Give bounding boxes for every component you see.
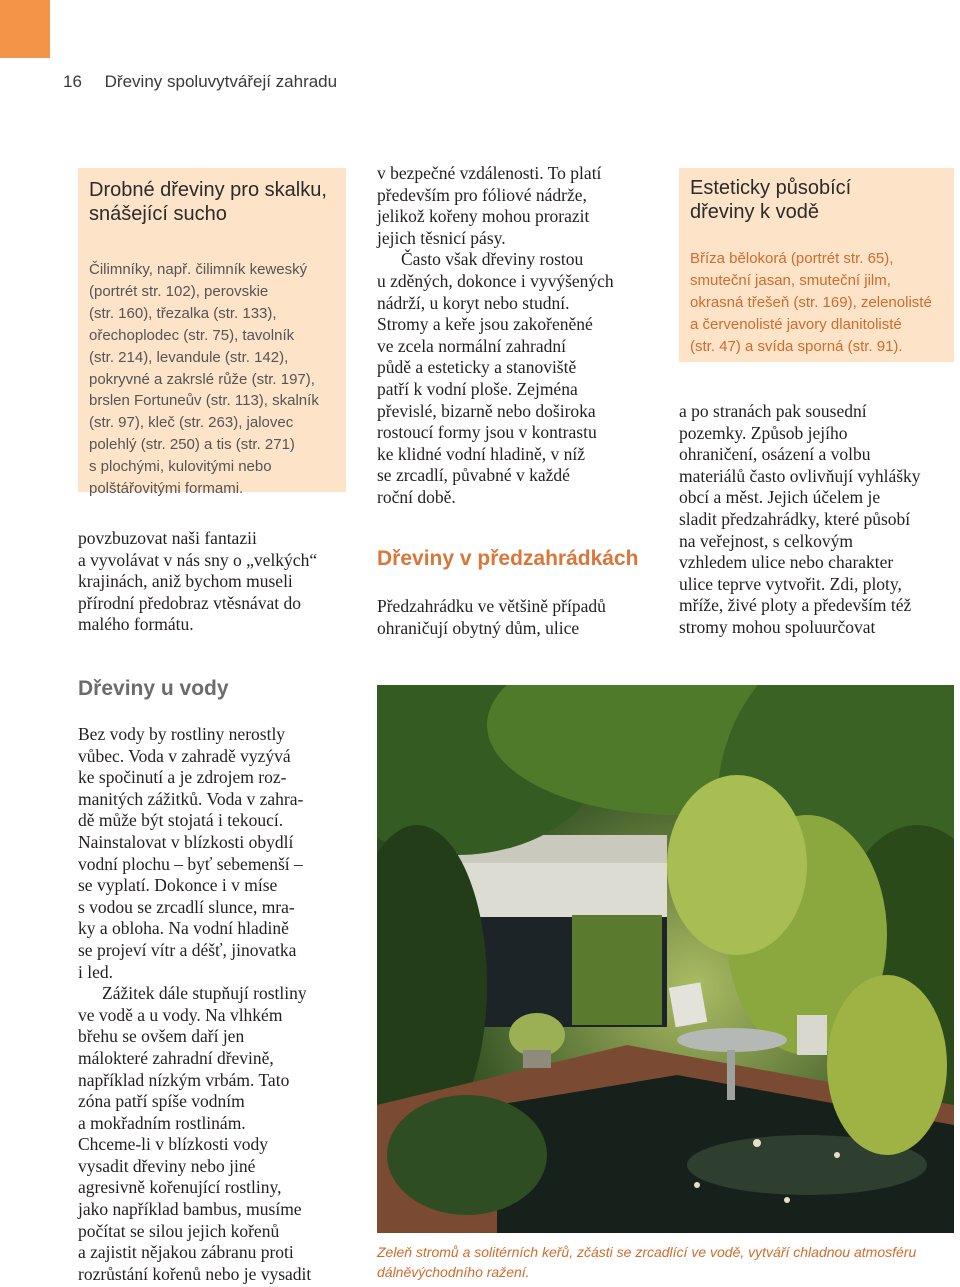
text-line: agresivně kořenující rostliny, xyxy=(78,1177,282,1198)
text-line: materiálů často ovlivňují vyhlášky xyxy=(679,465,921,486)
text-line: málokteré zahradní dřevině, xyxy=(78,1047,274,1068)
sidebar-body xyxy=(89,259,346,500)
text-line: manitých zážitků. Voda v zahra- xyxy=(78,788,304,809)
sidebar-line: brslen Fortuneův (str. 113), skalník xyxy=(89,392,319,410)
sidebar-title xyxy=(690,176,954,224)
text-line: patří k vodní ploše. Zejména xyxy=(377,378,578,399)
sidebar-line: a červenolisté javory dlanitolisté xyxy=(690,315,902,333)
text-line: se projeví vítr a déšť, jinovatka xyxy=(78,939,297,960)
text-line: se vyplatí. Dokonce i v míse xyxy=(78,875,278,896)
text-line: s vodou se zrcadlí slunce, mra- xyxy=(78,896,295,917)
sidebar-rock-garden xyxy=(78,168,346,498)
sidebar-body xyxy=(690,248,954,358)
text-line: Chceme-li v blízkosti vody xyxy=(78,1134,269,1155)
text-line: rozrůstání kořenů nebo je vysadit xyxy=(78,1263,312,1284)
text-line: pozemky. Způsob jejího xyxy=(679,422,848,443)
section-heading-voda: Dřeviny u vody xyxy=(78,677,229,700)
text-line: především pro fóliové nádrže, xyxy=(377,184,587,205)
running-header xyxy=(63,72,337,92)
text-line: jako například bambus, musíme xyxy=(78,1199,302,1220)
voda-paragraph xyxy=(78,724,363,1285)
text-line: malého formátu. xyxy=(78,614,194,635)
text-line: vysadit dřeviny nebo jiné xyxy=(78,1155,256,1176)
sidebar-title-line: snášející sucho xyxy=(89,203,227,225)
sidebar-line: (str. 47) a svída sporná (str. 91). xyxy=(690,337,903,355)
sidebar-title-line: Esteticky působící xyxy=(690,177,852,199)
sidebar-line: (portrét str. 102), perovskie xyxy=(89,282,269,300)
text-line: ohraničují obytný dům, ulice xyxy=(377,617,580,638)
text-line: roční době. xyxy=(377,486,456,507)
text-line: vodní plochu – byť sebemenší – xyxy=(78,853,303,874)
text-line: převislé, bizarně nebo doširoka xyxy=(377,400,596,421)
text-line: a mokřadním rostlinám. xyxy=(78,1112,246,1133)
text-line: ve vodě a u vody. Na vlhkém xyxy=(78,1004,283,1025)
text-line: stromy mohou spoluurčovat xyxy=(679,616,876,637)
text-line: ohraničení, osázení a volbu xyxy=(679,444,871,465)
sidebar-line: smuteční jasan, smuteční jilm, xyxy=(690,271,891,289)
sidebar-line: (str. 214), levandule (str. 142), xyxy=(89,348,289,366)
photo-caption xyxy=(377,1242,954,1282)
text-line: vzhledem ulice nebo charakter xyxy=(679,552,894,573)
text-line: Stromy a keře jsou zakořeněné xyxy=(377,314,593,335)
sidebar-line: s plochými, kulovitými nebo xyxy=(89,458,272,476)
col2-paragraph xyxy=(377,163,667,509)
sidebar-line: pokryvné a zakrslé růže (str. 197), xyxy=(89,370,315,388)
col3-paragraph xyxy=(679,401,959,639)
text-line: rostoucí formy jsou v kontrastu xyxy=(377,422,597,443)
predzahradky-paragraph xyxy=(377,596,606,639)
sidebar-title xyxy=(89,178,346,226)
text-line: u zděných, dokonce i vyvýšených xyxy=(377,270,614,291)
text-line: krajinách, aniž bychom museli xyxy=(78,571,293,592)
page-number: 16 xyxy=(63,72,82,91)
text-line: a vyvolávat v nás sny o „velkých“ xyxy=(78,549,318,570)
sidebar-line: Čilimníky, např. čilimník keweský xyxy=(89,261,308,278)
chapter-title: Dřeviny spoluvytvářejí zahradu xyxy=(104,72,338,91)
text-line: ky a obloha. Na vodní hladině xyxy=(78,918,289,939)
text-line: půdě a esteticky a stanoviště xyxy=(377,357,577,378)
sidebar-water-trees xyxy=(679,168,954,362)
sidebar-line: polštářovitými formami. xyxy=(89,480,244,498)
text-line: zóna patří spíše vodním xyxy=(78,1091,245,1112)
text-line: v bezpečné vzdálenosti. To platí xyxy=(377,163,602,183)
sidebar-line: polehlý (str. 250) a tis (str. 271) xyxy=(89,436,295,454)
text-line: jejich těsnicí pásy. xyxy=(377,227,506,248)
text-line: Často však dřeviny rostou xyxy=(401,249,584,270)
text-line: povzbuzovat naši fantazii xyxy=(78,528,257,548)
col1-paragraph xyxy=(78,528,317,636)
sidebar-line: okrasná třešeň (str. 169), zelenolisté xyxy=(690,293,932,311)
sidebar-line: Bříza bělokorá (portrét str. 65), xyxy=(690,250,894,267)
sidebar-line: (str. 97), kleč (str. 263), jalovec xyxy=(89,414,294,432)
text-line: ke spočinutí a je zdrojem roz- xyxy=(78,767,287,788)
text-line: Bez vody by rostliny nerostly xyxy=(78,724,286,744)
section-heading-predzahradky: Dřeviny v předzahrádkách xyxy=(377,547,639,570)
garden-photo xyxy=(377,685,954,1233)
text-line: na veřejnost, s celkovým xyxy=(679,530,853,551)
sidebar-line: ořechoplodec (str. 75), tavolník xyxy=(89,326,295,344)
text-line: jelikož kořeny mohou prorazit xyxy=(377,206,590,227)
text-line: ke klidné vodní hladině, v níž xyxy=(377,443,586,464)
text-line: obcí a měst. Jejich účelem je xyxy=(679,487,881,508)
text-line: počítat se silou jejich kořenů xyxy=(78,1220,280,1241)
text-line: břehu se ovšem daří jen xyxy=(78,1026,245,1047)
text-line: přírodní předobraz vtěsnávat do xyxy=(78,592,302,613)
sidebar-title-line: dřeviny k vodě xyxy=(690,201,819,223)
sidebar-line: (str. 160), třezalka (str. 133), xyxy=(89,304,277,322)
text-line: Zážitek dále stupňují rostliny xyxy=(102,983,307,1004)
text-line: sladit předzahrádky, které působí xyxy=(679,508,911,529)
text-line: ve zcela normální zahradní xyxy=(377,335,566,356)
corner-tab xyxy=(0,0,50,58)
text-line: ulice teprve vytvořit. Zdi, ploty, xyxy=(679,573,902,594)
caption-line: Zeleň stromů a solitérních keřů, zčásti se zrcadlící ve vodě, vytváří chladnou atmosféru xyxy=(377,1244,917,1260)
text-line: Nainstalovat v blízkosti obydlí xyxy=(78,831,294,852)
sidebar-title-line: Drobné dřeviny pro skalku, xyxy=(89,179,327,201)
text-line: a po stranách pak sousední xyxy=(679,401,867,421)
text-line: nádrží, u koryt nebo studní. xyxy=(377,292,570,313)
text-line: například nízkým vrbám. Tato xyxy=(78,1069,290,1090)
text-line: i led. xyxy=(78,961,113,982)
text-line: a zajistit nějakou zábranu proti xyxy=(78,1242,294,1263)
garden-photo-illustration xyxy=(377,685,954,1233)
text-line: dě může být stojatá i tekoucí. xyxy=(78,810,284,831)
caption-line: dálněvýchodního ražení. xyxy=(377,1264,530,1280)
text-line: se zrcadlí, půvabné v každé xyxy=(377,465,570,486)
text-line: vůbec. Voda v zahradě vyzývá xyxy=(78,745,291,766)
text-line: Předzahrádku ve většině případů xyxy=(377,596,606,616)
text-line: mříže, živé ploty a především též xyxy=(679,595,912,616)
